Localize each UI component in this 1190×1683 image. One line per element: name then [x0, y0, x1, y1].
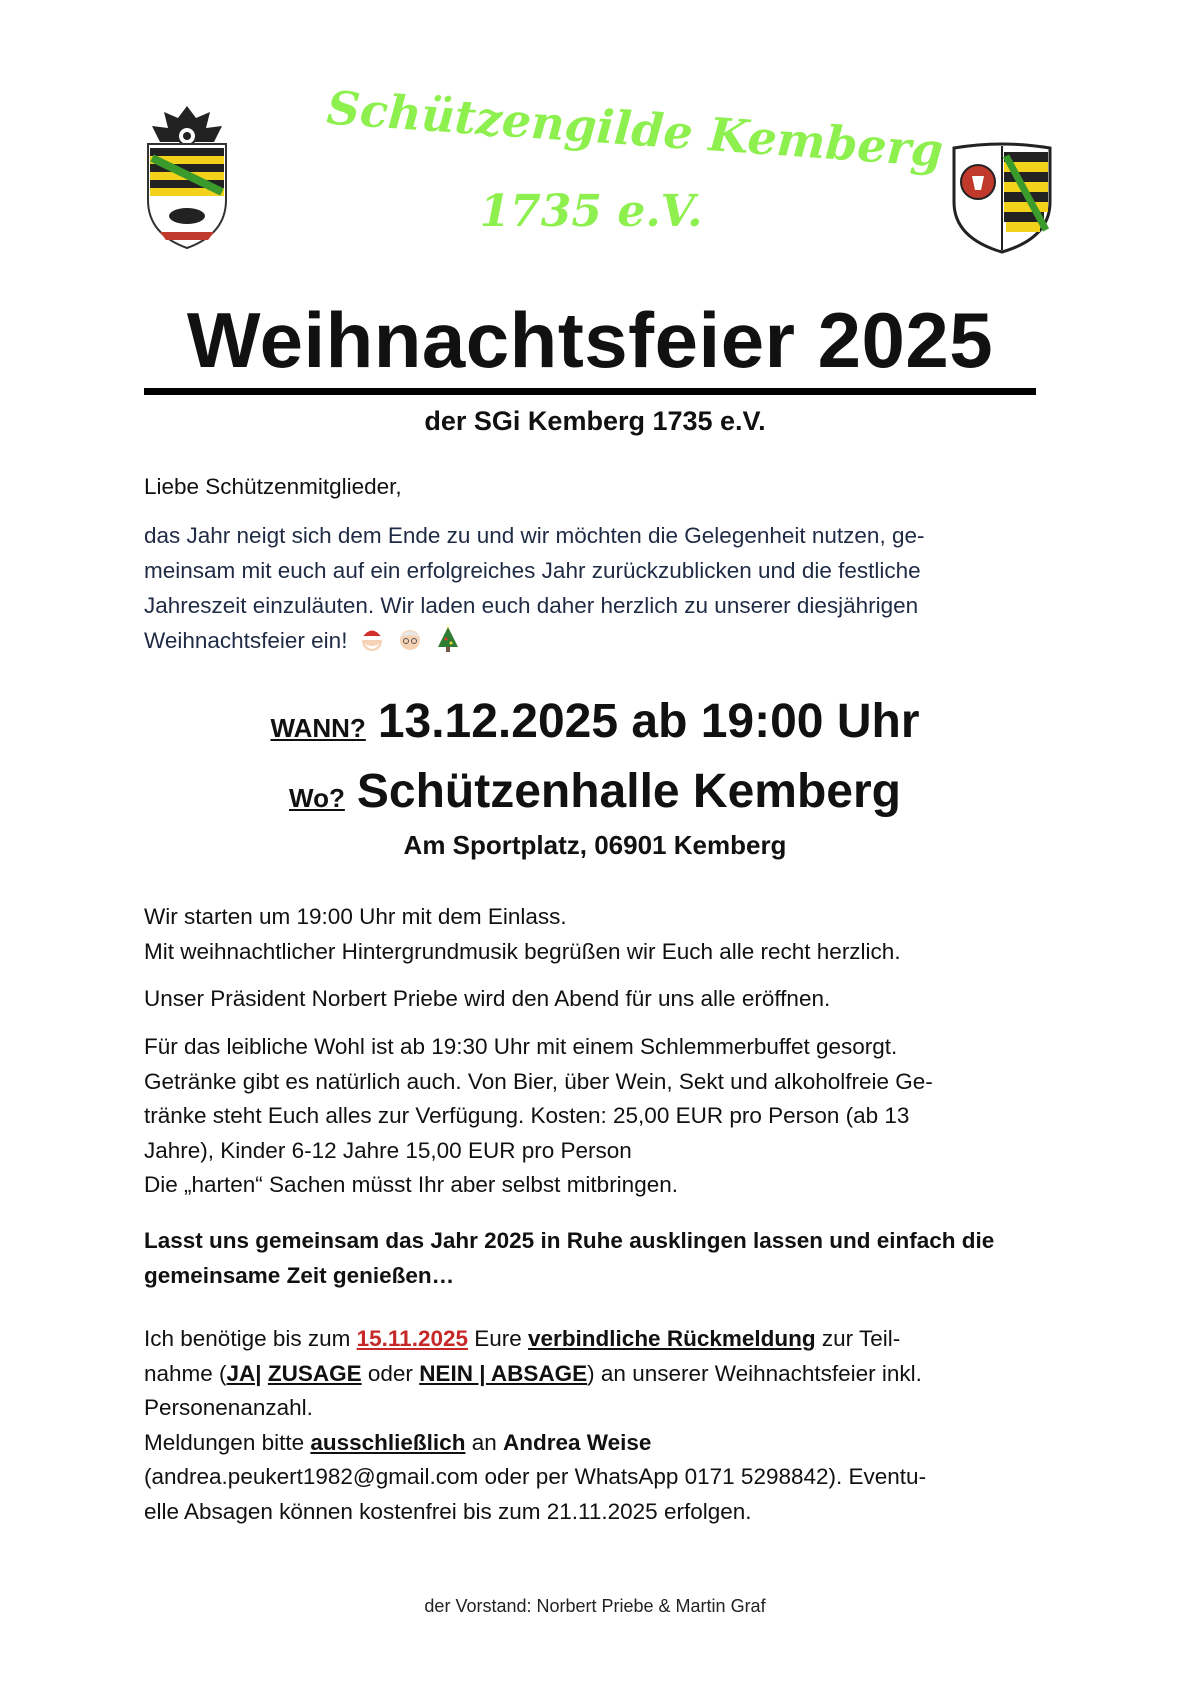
intro-line: [144, 623, 1044, 658]
where-value: Schützenhalle Kemberg: [356, 765, 901, 818]
intro-line: Jahreszeit einzuläuten. Wir laden euch daher herzlich zu unserer diesjährigen: [144, 593, 919, 618]
page-subtitle: der SGi Kemberg 1735 e.V.: [424, 406, 766, 436]
rsvp-text: an: [465, 1429, 503, 1455]
rsvp-text: Eure: [468, 1326, 529, 1351]
intro-line: meinsam mit euch auf ein erfolgreiches Jahr zurückzublicken und die festliche: [144, 558, 921, 583]
address: Am Sportplatz, 06901 Kemberg: [403, 830, 787, 860]
rsvp-line: [144, 1322, 1064, 1357]
rsvp-text: oder: [361, 1360, 420, 1386]
paragraph-line: Getränke gibt es natürlich auch. Von Bier, über Wein, Sekt und alkoholfreie Ge-: [144, 1068, 933, 1094]
rsvp-line: elle Absagen können kostenfrei bis zum 21.11.2025 erfolgen.: [144, 1498, 752, 1524]
club-founding-year: 1735 e.V.: [479, 186, 703, 237]
when-label: WANN?: [270, 713, 366, 743]
catering-paragraph: [144, 1030, 1064, 1203]
intro-paragraph: [144, 518, 1044, 658]
paragraph-line: Die „harten“ Sachen müsst Ihr aber selbst mitbringen.: [144, 1172, 678, 1197]
mrs-claus-emoji-icon: [396, 625, 424, 653]
where-row: [0, 764, 1190, 819]
paragraph-line: tränke steht Euch alles zur Verfügung. Kosten: 25,00 EUR pro Person (ab 13: [144, 1103, 910, 1128]
christmas-tree-emoji-icon: [434, 625, 462, 653]
closing-paragraph: [144, 1224, 1064, 1293]
rsvp-line: [144, 1357, 1064, 1392]
rsvp-line: [144, 1426, 1064, 1461]
rsvp-line: Personenanzahl.: [144, 1395, 313, 1420]
rsvp-text: Ich benötige bis zum: [144, 1326, 357, 1351]
president-paragraph: Unser Präsident Norbert Priebe wird den Abend für uns alle eröffnen.: [144, 986, 831, 1011]
zusage-text: ZUSAGE: [267, 1360, 362, 1386]
nein-absage-text: NEIN | ABSAGE: [419, 1360, 588, 1386]
paragraph-line: Jahre), Kinder 6-12 Jahre 15,00 EUR pro Person: [144, 1137, 632, 1163]
ja-text: JA|: [226, 1360, 262, 1386]
rsvp-line: (andrea.peukert1982@gmail.com oder per WhatsApp 0171 5298842). Eventu-: [144, 1464, 927, 1489]
board-signature: der Vorstand: Norbert Priebe & Martin Graf: [424, 1596, 766, 1616]
rsvp-text: nahme (: [144, 1360, 227, 1386]
rsvp-text: Meldungen bitte: [144, 1429, 311, 1455]
rsvp-deadline: 15.11.2025: [356, 1326, 468, 1351]
rsvp-paragraph: [144, 1322, 1064, 1529]
coat-of-arms-shield-icon: [950, 142, 1054, 254]
where-label: Wo?: [289, 783, 345, 813]
only-text: ausschließlich: [310, 1429, 466, 1455]
contact-name: Andrea Weise: [502, 1429, 652, 1455]
paragraph-line: gemeinsame Zeit genießen…: [144, 1262, 455, 1288]
greeting: Liebe Schützenmitglieder,: [144, 474, 402, 499]
paragraph-line: Für das leibliche Wohl ist ab 19:30 Uhr mit einem Schlemmerbuffet gesorgt.: [144, 1034, 898, 1059]
paragraph-line: Lasst uns gemeinsam das Jahr 2025 in Ruhe ausklingen lassen und einfach die: [144, 1228, 995, 1253]
when-row: [0, 694, 1190, 749]
intro-line-text: Weihnachtsfeier ein!: [144, 628, 348, 653]
arrival-paragraph: [144, 900, 1064, 969]
rsvp-text: zur Teil-: [815, 1326, 901, 1351]
club-name: Schützengilde Kemberg: [325, 80, 945, 178]
intro-line: das Jahr neigt sich dem Ende zu und wir möchten die Gelegenheit nutzen, ge-: [144, 523, 925, 548]
when-value: 13.12.2025 ab 19:00 Uhr: [377, 695, 920, 748]
rsvp-text: ) an unserer Weihnachtsfeier inkl.: [587, 1360, 922, 1386]
paragraph-line: Wir starten um 19:00 Uhr mit dem Einlass.: [144, 904, 567, 929]
binding-reply-text: verbindliche Rückmeldung: [528, 1326, 816, 1351]
santa-emoji-icon: [358, 625, 386, 653]
page-title: Weihnachtsfeier 2025: [144, 296, 1036, 395]
paragraph-line: Mit weihnachtlicher Hintergrundmusik begrüßen wir Euch alle recht herzlich.: [144, 938, 901, 964]
